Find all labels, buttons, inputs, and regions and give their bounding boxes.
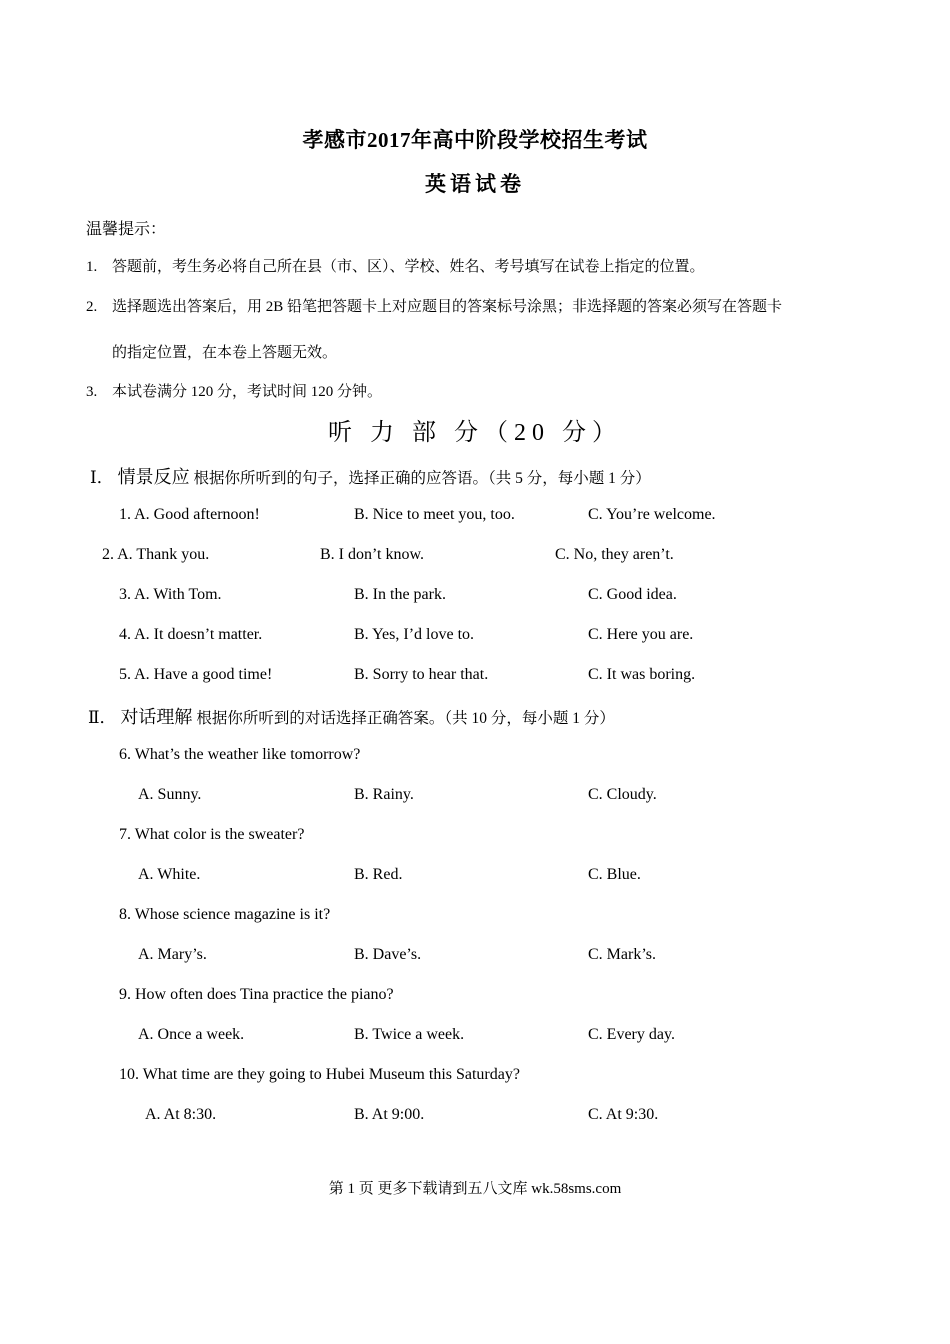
option-c: C. Blue. — [588, 866, 641, 883]
tip-text: 答题前，考生务必将自己所在县（市、区）、学校、姓名、考号填写在试卷上指定的位置。 — [112, 259, 705, 275]
option-b: B. In the park. — [354, 586, 446, 603]
exam-subtitle: 英语试卷 — [425, 172, 525, 196]
option-a: 1. A. Good afternoon! — [119, 506, 260, 523]
option-a: A. Sunny. — [138, 786, 202, 803]
question-text: 8. Whose science magazine is it? — [119, 906, 331, 923]
part2-name: 对话理解 — [120, 707, 193, 728]
question-text: 6. What’s the weather like tomorrow? — [119, 746, 361, 763]
part1-roman: Ⅰ． — [90, 468, 114, 487]
option-c: C. Here you are. — [588, 626, 694, 643]
option-c: C. No, they aren’t. — [555, 546, 674, 563]
part1-heading — [90, 463, 651, 489]
tip-item — [86, 255, 705, 276]
exam-title: 孝感市2017年高中阶段学校招生考试 — [302, 128, 648, 152]
option-a: A. White. — [138, 866, 201, 883]
part1-instruction: 根据你所听到的句子，选择正确的应答语。（共 5 分，每小题 1 分） — [193, 470, 651, 487]
option-c: C. Cloudy. — [588, 786, 657, 803]
tip-text: 本试卷满分 120 分，考试时间 120 分钟。 — [112, 384, 383, 400]
option-c: C. You’re welcome. — [588, 506, 716, 523]
tip-number: 1. — [86, 259, 98, 275]
option-b: B. Sorry to hear that. — [354, 666, 489, 683]
section-title: 听 力 部 分（20 分） — [328, 420, 622, 446]
option-b: B. At 9:00. — [354, 1106, 425, 1123]
option-b: B. Red. — [354, 866, 403, 883]
option-a: 2. A. Thank you. — [102, 546, 210, 563]
option-c: C. Every day. — [588, 1026, 675, 1043]
tip-number: 3. — [86, 384, 98, 400]
question-text: 7. What color is the sweater? — [119, 826, 305, 843]
option-a: 5. A. Have a good time! — [119, 666, 273, 683]
tip-item — [86, 380, 382, 401]
part1-name: 情景反应 — [117, 467, 190, 488]
page-footer: 第 1 页 更多下载请到五八文库 wk.58sms.com — [328, 1181, 622, 1197]
option-b: B. I don’t know. — [320, 546, 424, 563]
option-b: B. Nice to meet you, too. — [354, 506, 515, 523]
question-text: 10. What time are they going to Hubei Museum this Saturday? — [119, 1066, 520, 1083]
question-text: 9. How often does Tina practice the piano? — [119, 986, 394, 1003]
tip-text: 选择题选出答案后，用 2B 铅笔把答题卡上对应题目的答案标号涂黑；非选择题的答案必须写在答题卡 — [112, 299, 783, 315]
tip-number: 2. — [86, 299, 98, 315]
tips-heading: 温馨提示： — [86, 219, 167, 238]
option-b: B. Rainy. — [354, 786, 414, 803]
option-c: C. Good idea. — [588, 586, 677, 603]
option-a: A. At 8:30. — [145, 1106, 217, 1123]
option-a: A. Mary’s. — [138, 946, 207, 963]
option-c: C. Mark’s. — [588, 946, 656, 963]
option-b: B. Yes, I’d love to. — [354, 626, 475, 643]
option-a: 4. A. It doesn’t matter. — [119, 626, 263, 643]
tip-text-continued: 的指定位置，在本卷上答题无效。 — [112, 345, 338, 361]
option-b: B. Twice a week. — [354, 1026, 465, 1043]
part2-instruction: 根据你所听到的对话选择正确答案。（共 10 分，每小题 1 分） — [196, 710, 615, 727]
part2-roman: Ⅱ． — [88, 708, 117, 727]
option-a: 3. A. With Tom. — [119, 586, 222, 603]
option-c: C. It was boring. — [588, 666, 696, 683]
part2-heading — [88, 703, 615, 729]
tip-item — [86, 295, 782, 316]
option-a: A. Once a week. — [138, 1026, 245, 1043]
option-b: B. Dave’s. — [354, 946, 422, 963]
option-c: C. At 9:30. — [588, 1106, 659, 1123]
